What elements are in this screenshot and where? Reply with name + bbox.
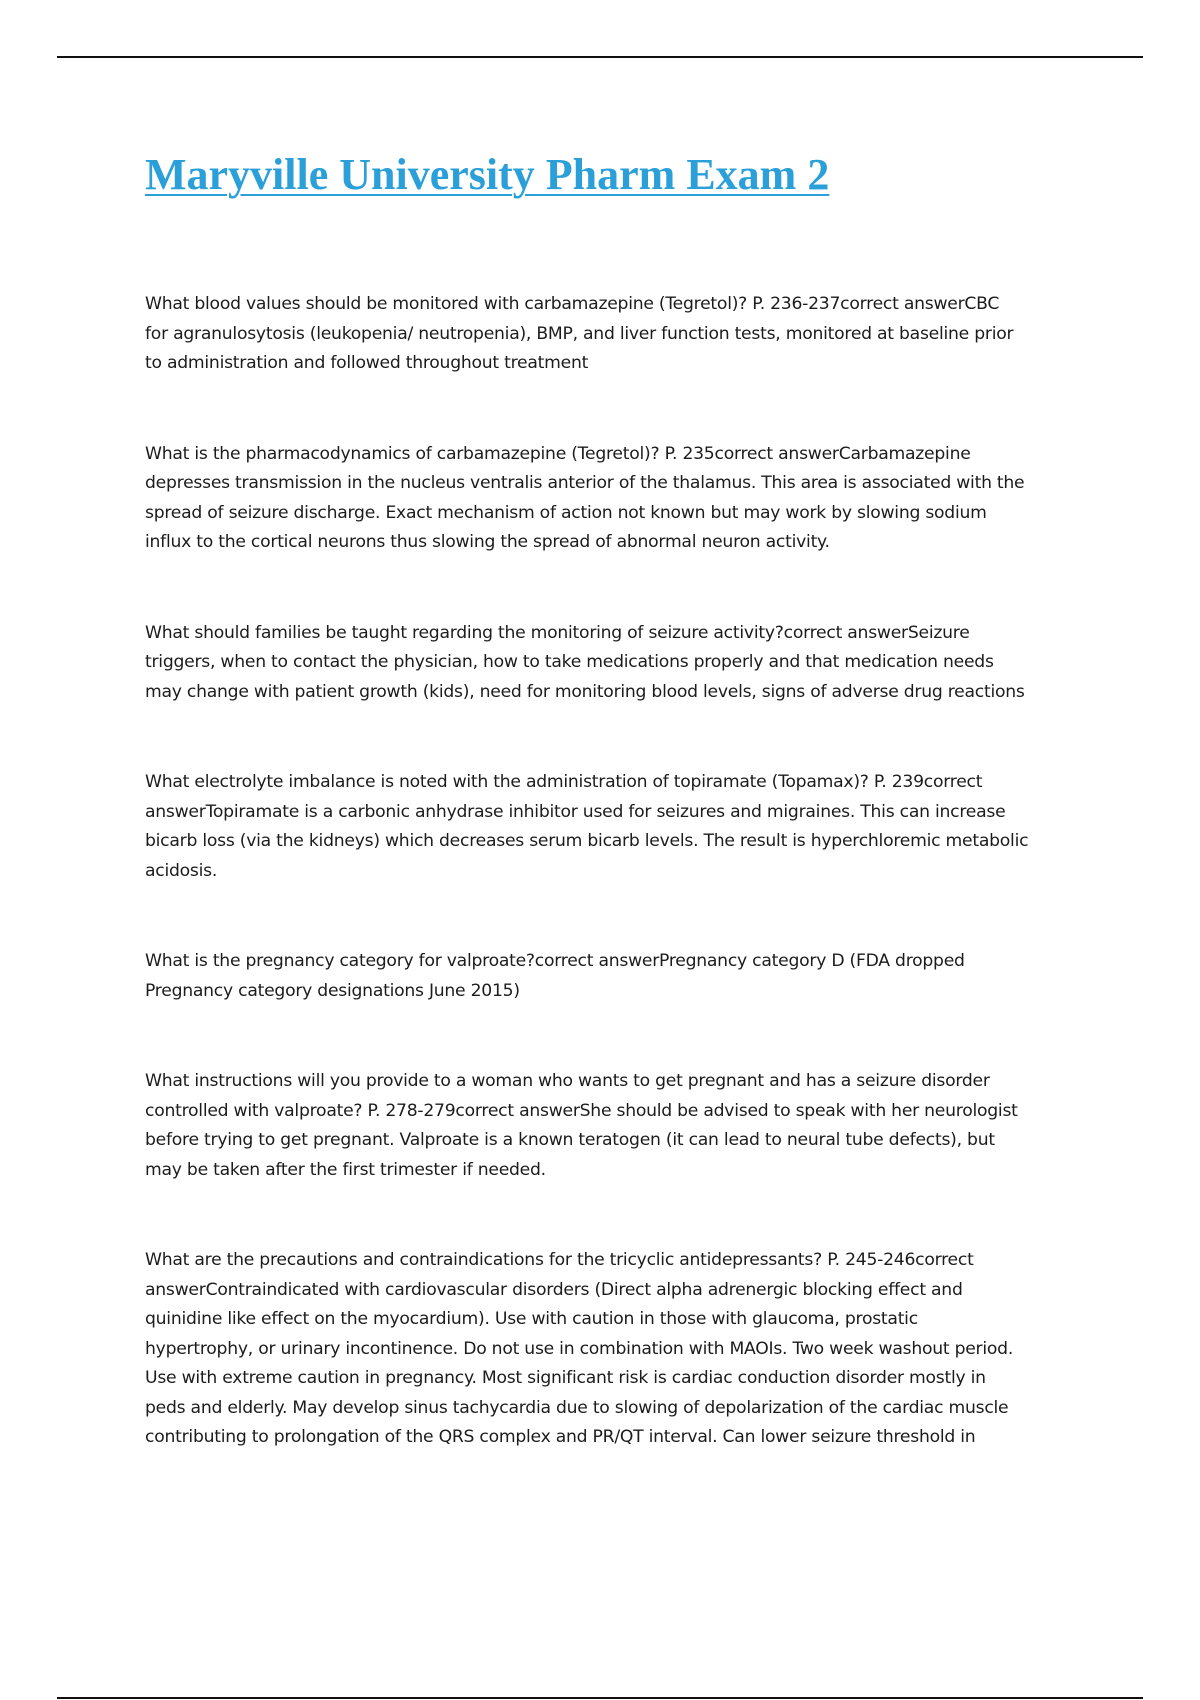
qa-entry-carbamazepine-pharmacodynamics: What is the pharmacodynamics of carbamazepine (Tegretol)? P. 235correct answerCarbamazepine depresses transmission in the nucleus ventralis anterior of the thalamus. This area is associated with the spread of seizure discharge. Exact mechanism of action not known but may work by slowing sodium influx to the cortical neurons thus slowing the spread of abnormal neuron activity. bbox=[145, 443, 1025, 552]
qa-entry-seizure-family-teaching: What should families be taught regarding the monitoring of seizure activity?correct answerSeizure triggers, when to contact the physician, how to take medications properly and that medication needs may change with patient growth (kids), need for monitoring blood levels, signs of adverse drug reactions bbox=[145, 622, 1025, 702]
qa-entry-valproate-pregnancy-instructions: What instructions will you provide to a woman who wants to get pregnant and has a seizure disorder controlled with valproate? P. 278-279correct answerShe should be advised to speak with her neurologist before trying to get pregnant. Valproate is a known teratogen (it can lead to neural tube defects), but may be taken after the first trimester if needed. bbox=[145, 1071, 1018, 1180]
qa-entry-topiramate-electrolyte: What electrolyte imbalance is noted with the administration of topiramate (Topamax)? P. 239correct answerTopiramate is a carbonic anhydrase inhibitor used for seizures and migraines. This can increase bicarb loss (via the kidneys) which decreases serum bicarb levels. The result is hyperchloremic metabolic acidosis. bbox=[145, 772, 1029, 881]
header-rule bbox=[57, 56, 1143, 58]
qa-entry-carbamazepine-blood-values: What blood values should be monitored with carbamazepine (Tegretol)? P. 236-237correct answerCBC for agranulosytosis (leukopenia/ neutropenia), BMP, and liver function tests, monitored at baseline prior to administration and followed throughout treatment bbox=[145, 294, 1014, 373]
qa-entry-valproate-pregnancy-category: What is the pregnancy category for valproate?correct answerPregnancy category D (FDA dropped Pregnancy category designations June 2015) bbox=[145, 951, 965, 1001]
qa-entry-tca-precautions: What are the precautions and contraindications for the tricyclic antidepressants? P. 245-246correct answerContraindicated with cardiovascular disorders (Direct alpha adrenergic blocking effect and quinidine like effect on the myocardium). Use with caution in those with glaucoma, prostatic hypertrophy, or urinary incontinence. Do not use in combination with MAOIs. Two week washout period. Use with extreme caution in pregnancy. Most significant risk is cardiac conduction disorder mostly in peds and elderly. May develop sinus tachycardia due to slowing of depolarization of the cardiac muscle contributing to prolongation of the QRS complex and PR/QT interval. Can lower seizure threshold in bbox=[145, 1250, 1014, 1447]
page-title[interactable]: Maryville University Pharm Exam 2 bbox=[145, 150, 830, 199]
footer-rule bbox=[57, 1697, 1143, 1699]
document-body bbox=[145, 290, 1095, 1514]
